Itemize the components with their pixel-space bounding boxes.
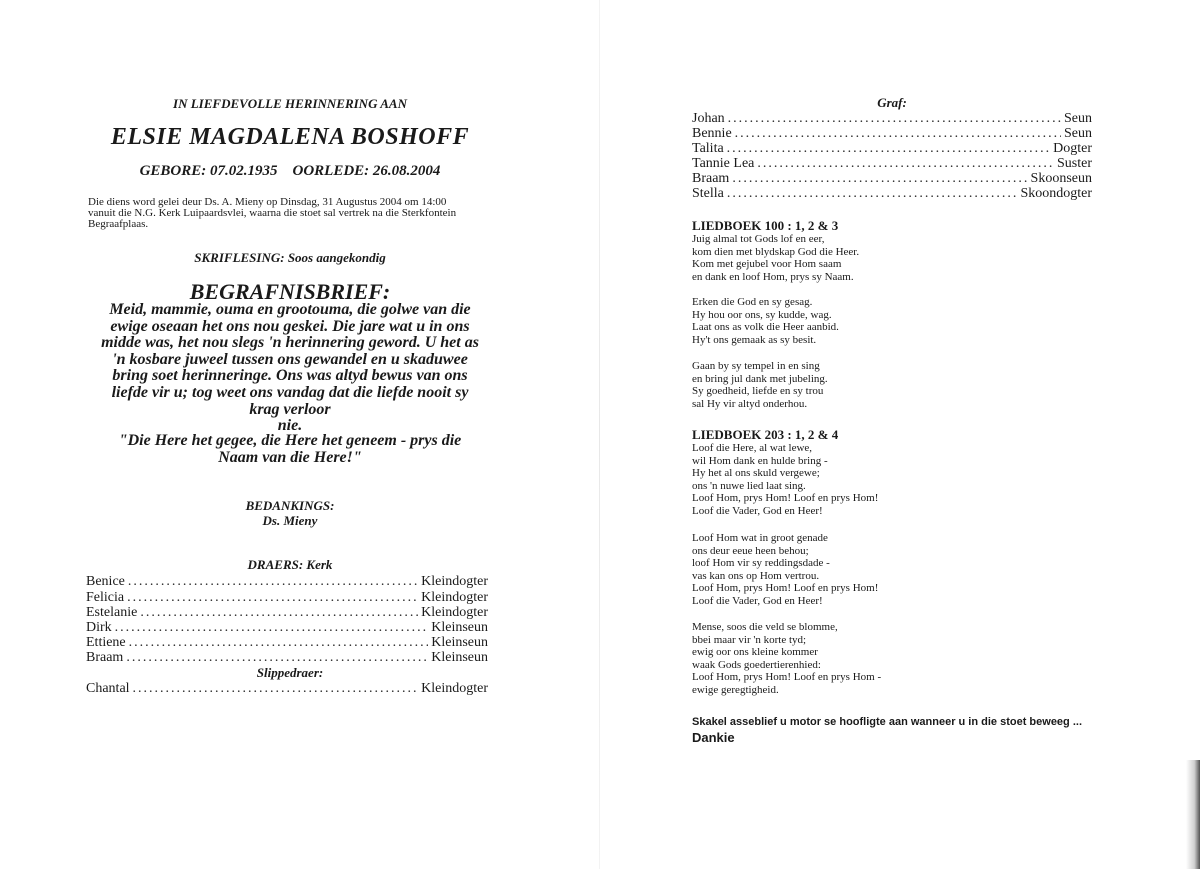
grave-name: Braam	[692, 171, 730, 186]
bearer-relation: Kleinseun	[431, 635, 488, 650]
grave-relation: Skoondogter	[1020, 186, 1092, 201]
letter-line: ewige oseaan het ons nou geskei. Die jare wat u in ons	[110, 317, 470, 335]
verse-line: Hy hou oor ons, sy kudde, wag.	[692, 308, 832, 321]
thanks-heading: BEDANKINGS:	[245, 498, 335, 513]
dot-leader	[140, 605, 418, 620]
bearer-name: Ettiene	[86, 635, 126, 650]
hymn-verse	[692, 532, 878, 608]
grave-row	[692, 111, 1092, 126]
verse-line: Loof Hom, prys Hom! Loof en prys Hom!	[692, 492, 879, 505]
verse-line: wil Hom dank en hulde bring -	[692, 454, 828, 467]
grave-row	[692, 126, 1092, 141]
grave-heading: Graf:	[877, 95, 907, 110]
bearer-name: Benice	[86, 574, 125, 589]
hymn-verse	[692, 296, 839, 346]
grave-name: Talita	[692, 141, 724, 156]
bearer-row	[86, 650, 488, 665]
verse-line: Loof die Vader, God en Heer!	[692, 504, 823, 517]
birth-date: GEBORE: 07.02.1935	[139, 163, 278, 179]
letter-line: nie.	[277, 417, 303, 435]
letter-line: liefde vir u; tog weet ons vandag dat die liefde nooit sy	[111, 383, 469, 401]
grave-relation: Dogter	[1053, 141, 1092, 156]
grave-row	[692, 156, 1092, 171]
dot-leader	[735, 126, 1061, 141]
scripture-quote	[92, 433, 488, 466]
verse-line: Juig almal tot Gods lof en eer,	[692, 233, 825, 245]
verse-line: ewig oor ons kleine kommer	[692, 646, 818, 659]
verse-line: Erken die God en sy gesag.	[692, 296, 813, 308]
bearer-row	[86, 590, 488, 605]
verse-line: vas kan ons op Hom vertrou.	[692, 569, 820, 582]
dot-leader	[732, 171, 1027, 186]
verse-line: en dank en loof Hom, prys sy Naam.	[692, 270, 854, 283]
verse-line: ewige geregtigheid.	[692, 683, 779, 696]
bearer-relation: Kleinseun	[431, 650, 488, 665]
service-line: Begraafplaas.	[88, 218, 149, 230]
dot-leader	[128, 574, 418, 589]
dot-leader	[127, 590, 418, 605]
verse-line: en bring jul dank met jubeling.	[692, 372, 828, 385]
bearer-name: Estelanie	[86, 605, 138, 620]
page-fold	[599, 0, 600, 869]
death-date: OORLEDE: 26.08.2004	[292, 163, 441, 179]
dot-leader	[129, 635, 429, 650]
service-notice	[88, 197, 500, 230]
scan-edge-shadow	[1186, 760, 1200, 869]
letter-line: bring soet herinneringe. Ons was altyd bewus van ons	[112, 367, 468, 385]
letter-line: Meid, mammie, ouma en grootouma, die golwe van die	[109, 301, 471, 318]
grave-relation: Skoonseun	[1030, 171, 1092, 186]
letter-line: 'n kosbare juweel tussen ons gewandel en u skaduwee	[112, 350, 468, 368]
dot-leader	[133, 681, 419, 696]
grave-name: Tannie Lea	[692, 156, 755, 171]
grave-row	[692, 171, 1092, 186]
memorial-heading: IN LIEFDEVOLLE HERINNERING AAN	[173, 96, 407, 111]
verse-line: Laat ons as volk die Heer aanbid.	[692, 321, 839, 334]
deceased-name: ELSIE MAGDALENA BOSHOFF	[110, 124, 470, 150]
verse-line: Loof Hom, prys Hom! Loof en prys Hom -	[692, 671, 882, 684]
hymn-verse	[692, 442, 878, 518]
grave-row	[692, 186, 1092, 201]
verse-line: Hy't ons gemaak as sy besit.	[692, 333, 817, 346]
dot-leader	[115, 620, 429, 635]
letter-line: midde was, het nou slegs 'n herinnering geword. U het as	[101, 334, 479, 352]
bearer-row	[86, 605, 488, 620]
dot-leader	[727, 186, 1018, 201]
verse-line: Loof Hom, prys Hom! Loof en prys Hom!	[692, 582, 879, 595]
bearer-name: Braam	[86, 650, 124, 665]
bearers-heading: DRAERS: Kerk	[247, 557, 333, 572]
verse-line: waak Gods goedertierenhied:	[692, 658, 821, 671]
verse-line: sal Hy vir altyd onderhou.	[692, 397, 808, 410]
service-line: vanuit die N.G. Kerk Luipaardsvlei, waarna die stoet sal vertrek na die Sterkfontein	[88, 207, 457, 219]
bearer-name: Dirk	[86, 620, 112, 635]
verse-line: ons 'n nuwe lied laat sing.	[692, 479, 806, 492]
hymn-verse	[692, 233, 859, 283]
service-line: Die diens word gelei deur Ds. A. Mieny op Dinsdag, 31 Augustus 2004 om 14:00	[88, 196, 447, 208]
grave-relation: Seun	[1064, 126, 1092, 141]
verse-line: Hy het al ons skuld vergewe;	[692, 467, 820, 480]
headlights-notice: Skakel asseblief u motor se hoofligte aan wanneer u in die stoet beweeg ...	[692, 716, 1082, 728]
verse-line: Kom met gejubel voor Hom saam	[692, 258, 842, 271]
verse-line: Sy goedheid, liefde en sy trou	[692, 385, 824, 398]
hymn-title: LIEDBOEK 100 : 1, 2 & 3	[692, 218, 839, 233]
bearer-relation: Kleindogter	[421, 590, 488, 605]
dot-leader	[728, 111, 1061, 126]
verse-line: loof Hom vir sy reddingsdade -	[692, 557, 830, 570]
dot-leader	[126, 650, 428, 665]
slipper-relation: Kleindogter	[421, 681, 488, 696]
bearer-name: Felicia	[86, 590, 125, 605]
grave-name: Johan	[692, 111, 725, 126]
bearer-row	[86, 620, 488, 635]
hymn-verse	[692, 621, 881, 697]
quote-line: "Die Here het gegee, die Here het geneem - prys die	[118, 432, 462, 449]
verse-line: kom dien met blydskap God die Heer.	[692, 245, 860, 258]
grave-name: Bennie	[692, 126, 732, 141]
bearer-row	[86, 574, 488, 589]
funeral-letter-title: BEGRAFNISBRIEF:	[189, 279, 391, 304]
hymn-title: LIEDBOEK 203 : 1, 2 & 4	[692, 427, 839, 442]
dates-line	[60, 163, 520, 180]
thanks-name: Ds. Mieny	[262, 513, 318, 528]
grave-row	[692, 141, 1092, 156]
verse-line: bbei maar vir 'n korte tyd;	[692, 633, 807, 646]
slipper-row	[86, 681, 488, 696]
verse-line: ons deur eeue heen behou;	[692, 544, 809, 557]
verse-line: Loof die Here, al wat lewe,	[692, 442, 813, 454]
grave-relation: Suster	[1057, 156, 1092, 171]
slipper-heading: Slippedraer:	[256, 665, 324, 680]
funeral-letter-body	[92, 302, 488, 435]
verse-line: Mense, soos die veld se blomme,	[692, 621, 838, 633]
grave-relation: Seun	[1064, 111, 1092, 126]
hymn-verse	[692, 360, 828, 410]
closing-thanks: Dankie	[692, 730, 735, 745]
slipper-name: Chantal	[86, 681, 130, 696]
verse-line: Gaan by sy tempel in en sing	[692, 360, 820, 372]
grave-name: Stella	[692, 186, 724, 201]
bearer-relation: Kleindogter	[421, 574, 488, 589]
bearer-relation: Kleindogter	[421, 605, 488, 620]
bearer-relation: Kleinseun	[431, 620, 488, 635]
dot-leader	[727, 141, 1050, 156]
verse-line: Loof Hom wat in groot genade	[692, 532, 828, 544]
quote-line: Naam van die Here!"	[218, 448, 362, 466]
letter-line: krag verloor	[249, 400, 331, 418]
dot-leader	[757, 156, 1054, 171]
verse-line: Loof die Vader, God en Heer!	[692, 594, 823, 607]
scripture-reading: SKRIFLESING: Soos aangekondig	[194, 250, 386, 265]
bearer-row	[86, 635, 488, 650]
